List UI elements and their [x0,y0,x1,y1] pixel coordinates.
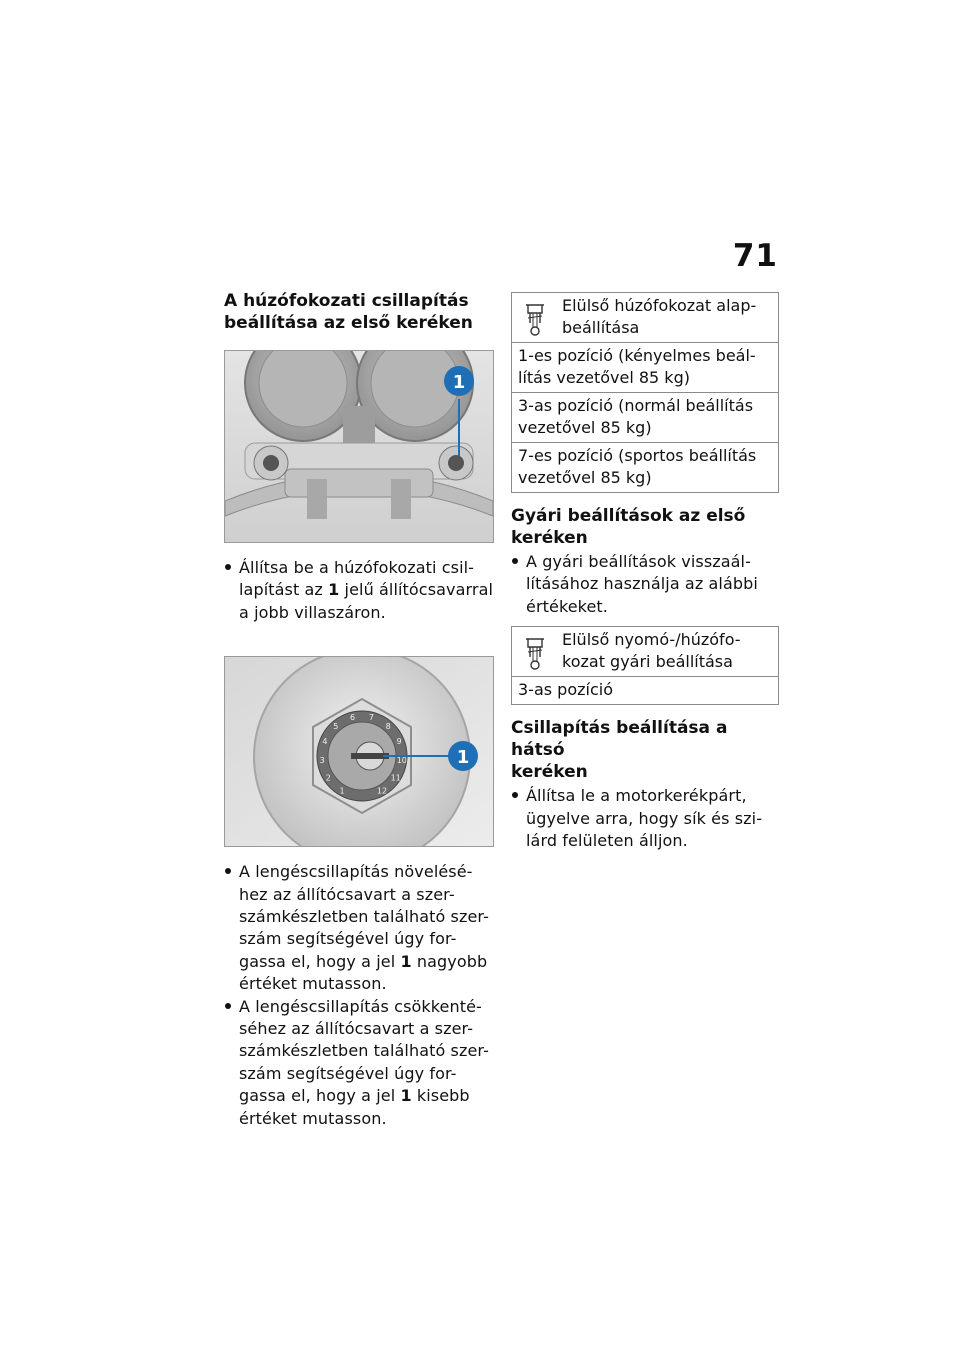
scale-mark: 12 [376,786,388,796]
left-column [224,290,494,1130]
scale-mark: 3 [319,756,325,766]
spec-table-title: Elülső húzófokozat alap-beállítása [562,296,757,337]
instruction-bullet [224,861,494,995]
scale-mark: 4 [322,737,328,747]
scale-mark: 7 [368,713,374,723]
bullet-text: A lengéscsillapítás növelésé-hez az állítócsavart a szer-számkészletben található szer-szám segítségével úgy for-gassa el, hogy a jel [239,862,489,971]
spec-table-factory [511,626,779,705]
reference-number: 1 [328,580,340,600]
figure-handlebar-adjuster [224,350,494,543]
callout-number: 1 [452,372,466,393]
callout-number: 1 [456,747,470,769]
page-number: 71 [732,238,778,274]
scale-mark: 8 [385,722,391,732]
fork-suspension-icon [524,635,546,677]
bullet-text: Állítsa be a húzófokozati csil-lapítást az [239,558,475,600]
bullet-text: kisebb értéket mutasson. [239,1086,470,1128]
reference-number: 1 [400,951,412,971]
section-heading [511,505,779,549]
spec-table-row: 3-as pozíció (normál beállítás vezetővel 85 kg) [512,393,779,443]
section-heading [224,290,494,334]
scale-mark: 5 [333,722,339,732]
scale-mark: 11 [390,773,401,783]
spec-table-row: 3-as pozíció [512,677,779,705]
heading-line: keréken [511,528,588,548]
spec-table-row: 7-es pozíció (sportos beállítás vezetővel 85 kg) [512,443,779,493]
heading-line: Csillapítás beállítása a hátsó [511,718,728,761]
bullet-text: A lengéscsillapítás csökkenté-séhez az állítócsavart a szer-számkészletben található szer-szám segítségével úgy for-gassa el, hogy a jel [239,996,489,1106]
spec-table-rebound-basic [511,292,779,493]
reference-number: 1 [400,1086,412,1106]
spec-table-title: Elülső nyomó-/húzófo-kozat gyári beállítása [562,630,741,672]
instruction-bullet: Állítsa le a motorkerékpárt, ügyelve arra, hogy sík és szi-lárd felületen álljon. [511,785,779,852]
scale-mark: 6 [350,713,356,723]
figure-adjuster-dial [224,656,494,847]
spec-table-header [512,293,779,343]
spec-table-header [512,627,779,677]
instruction-bullet: A gyári beállítások visszaál-lításához használja az alábbi értékeket. [511,551,779,618]
scale-mark: 2 [325,773,331,783]
right-column [511,292,779,852]
bullet-text: nagyobb értéket mutasson. [239,951,488,994]
scale-mark: 1 [339,786,345,796]
fork-suspension-icon [524,301,546,343]
heading-line: keréken [511,762,588,783]
instruction-bullet [224,996,494,1130]
instruction-bullet [224,557,494,624]
bullet-text: jelű állítócsavarral a jobb villaszáron. [239,580,494,622]
scale-mark: 10 [396,756,407,766]
heading-line: Gyári beállítások az első [511,506,746,526]
heading-line: A húzófokozati csillapítás [224,291,469,311]
heading-line: beállítása az első keréken [224,313,473,333]
section-heading [511,717,779,783]
scale-mark: 9 [396,737,402,747]
spec-table-row: 1-es pozíció (kényelmes beál-lítás vezetővel 85 kg) [512,343,779,393]
